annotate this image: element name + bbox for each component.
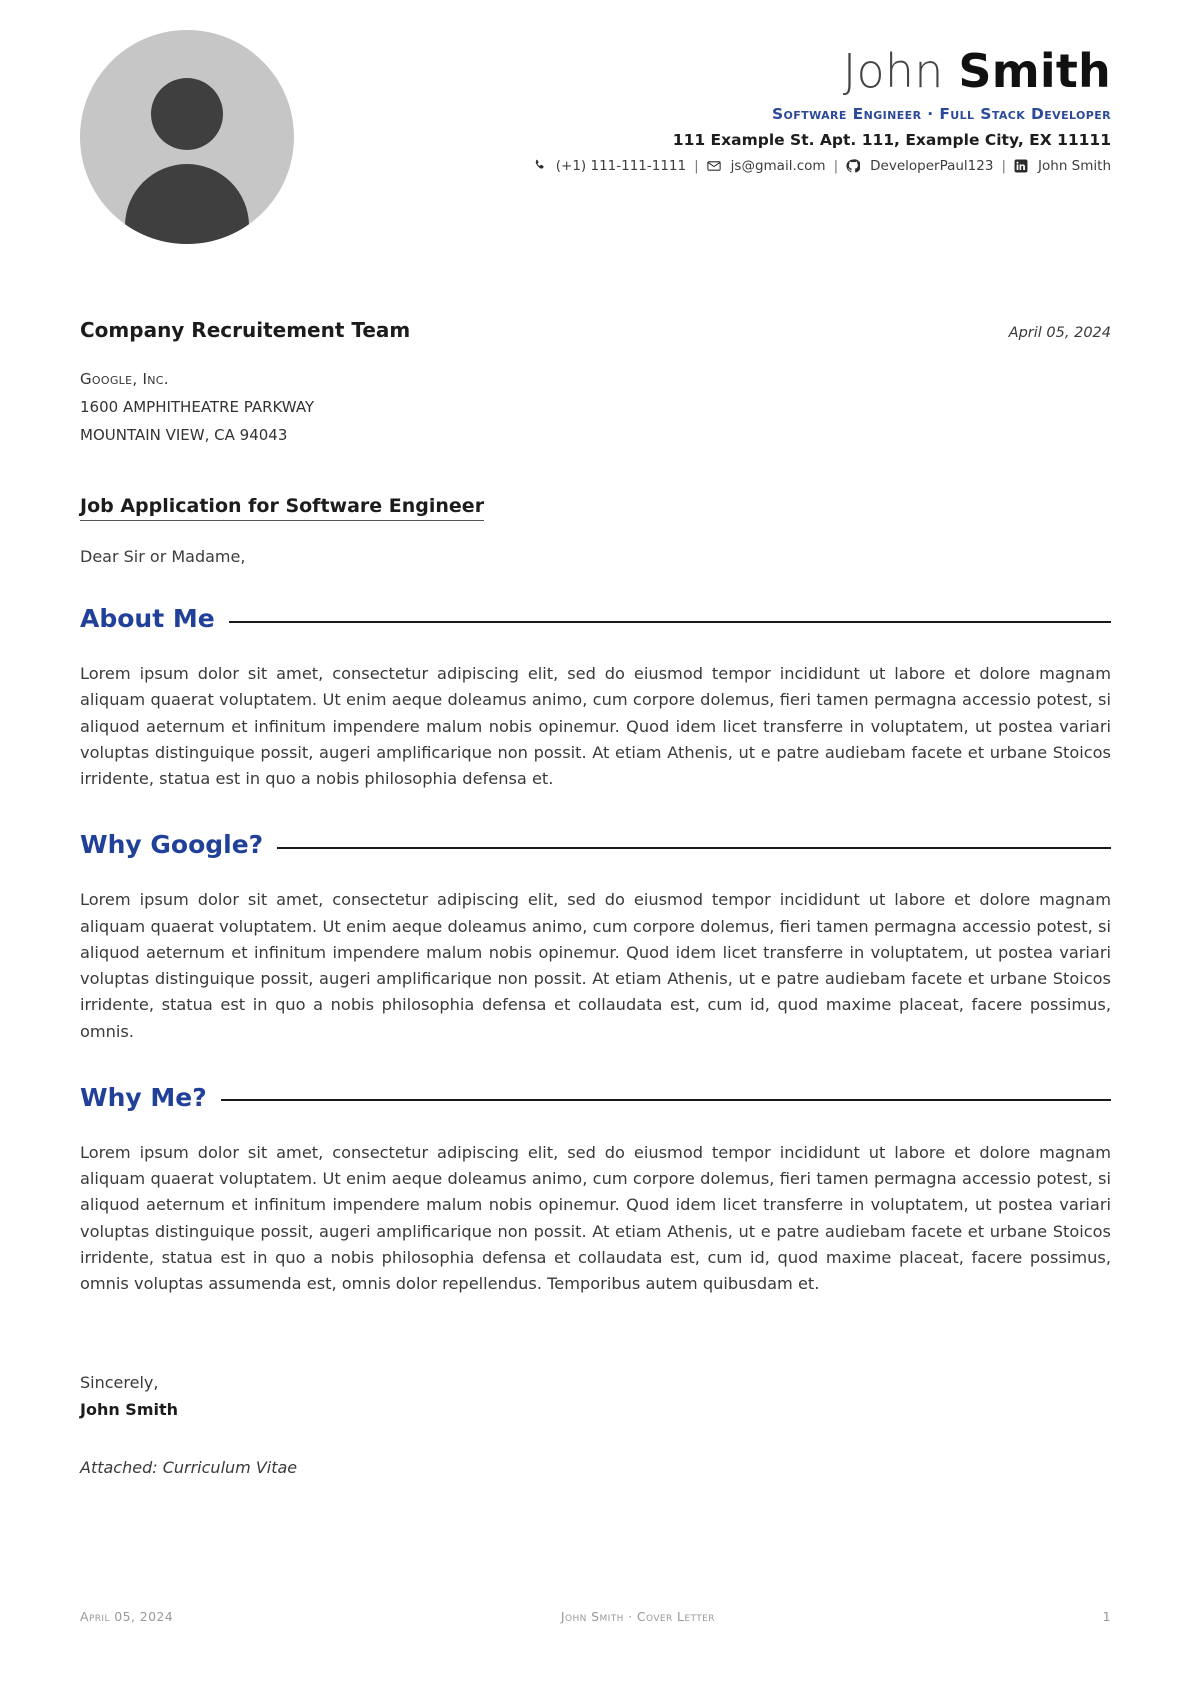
company-city: MOUNTAIN VIEW, CA 94043 xyxy=(80,425,288,444)
attachment-note: Attached: Curriculum Vitae xyxy=(80,1457,298,1477)
linkedin-value[interactable]: John Smith xyxy=(1038,157,1111,174)
section-body: Lorem ipsum dolor sit amet, consectetur adipiscing elit, sed do eiusmod tempor incididunt ut labore et dolore magnam aliquam quaerat voluptatem. Ut enim aeque doleamus animo, cum corpore dolemus, fieri tamen permagna accessio potest, si aliquod aeternum et infinitum impendere malum nobis opinemur. Quod idem licet transferre in voluptatem, ut postea variari voluptas distinguique possit, augeri amplificarique non possit. At etiam Athenis, ut e patre audiebam facete et urbane Stoicos irridente, statua est in quo a nobis philosophia defensa et collaudata est, cum id, quod maxime placeat, facere possimus, omnis voluptas assumenda est, omnis dolor repellendus. Temporibus autem quibusdam et. xyxy=(80,1142,1111,1293)
footer-date: April 05, 2024 xyxy=(80,1609,174,1624)
section-rule xyxy=(221,1099,1111,1101)
section-header xyxy=(80,1083,1111,1112)
section-header xyxy=(80,604,1111,633)
github-value[interactable]: DeveloperPaul123 xyxy=(870,157,994,174)
recipient-name: Company Recruitement Team xyxy=(80,318,411,342)
phone-value[interactable]: (+1) 111-111-1111 xyxy=(555,157,687,174)
section-rule xyxy=(277,847,1111,849)
company-street: 1600 AMPHITHEATRE PARKWAY xyxy=(80,397,315,416)
section-why-company xyxy=(80,830,1111,1044)
contact-separator-2: | xyxy=(833,157,839,174)
footer-title: John Smith · Cover Letter xyxy=(560,1609,715,1624)
github-icon xyxy=(846,159,860,173)
section-body: Lorem ipsum dolor sit amet, consectetur adipiscing elit, sed do eiusmod tempor incididunt ut labore et dolore magnam aliquam quaerat voluptatem. Ut enim aeque doleamus animo, cum corpore dolemus, fieri tamen permagna accessio potest, si aliquod aeternum et infinitum impendere malum nobis opinemur. Quod idem licet transferre in voluptatem, ut postea variari voluptas distinguique possit, augeri amplificarique non possit. At etiam Athenis, ut e patre audiebam facete et urbane Stoicos irridente, statua est in quo a nobis philosophia defensa et collaudata est, cum id, quod maxime placeat, facere possimus, omnis. xyxy=(80,890,1111,1041)
last-name: Smith xyxy=(958,44,1111,98)
avatar xyxy=(80,30,294,244)
contact-line xyxy=(294,158,1111,174)
section-title: About Me xyxy=(80,604,215,634)
letter-subject: Job Application for Software Engineer xyxy=(80,495,484,521)
closing-word: Sincerely, xyxy=(80,1373,159,1393)
linkedin-icon xyxy=(1014,159,1028,173)
avatar-head-icon xyxy=(151,78,223,150)
avatar-wrapper xyxy=(80,30,294,244)
section-about-me xyxy=(80,604,1111,792)
company-name: Google, Inc. xyxy=(80,370,169,388)
subject-wrapper xyxy=(80,449,1111,521)
section-header xyxy=(80,830,1111,859)
company-address-block xyxy=(80,366,1111,449)
section-why-me xyxy=(80,1083,1111,1297)
closing-block xyxy=(80,1369,1111,1423)
phone-icon xyxy=(533,159,546,172)
section-rule xyxy=(229,621,1111,623)
contact-separator-3: | xyxy=(1001,157,1007,174)
letter-date: April 05, 2024 xyxy=(1008,325,1111,341)
identity-block xyxy=(294,30,1111,174)
personal-address: 111 Example St. Apt. 111, Example City, EX 11111 xyxy=(672,130,1111,149)
email-icon xyxy=(707,159,721,173)
document-header xyxy=(80,30,1111,270)
first-name: John xyxy=(842,44,944,98)
page-footer xyxy=(80,1609,1111,1624)
contact-separator-1: | xyxy=(694,157,699,174)
section-title: Why Me? xyxy=(80,1082,207,1112)
salutation: Dear Sir or Madame, xyxy=(80,547,246,567)
recipient-row xyxy=(80,318,1111,342)
section-title: Why Google? xyxy=(80,830,264,860)
professional-subtitle: Software Engineer · Full Stack Developer xyxy=(771,104,1111,123)
email-value[interactable]: js@gmail.com xyxy=(730,157,826,174)
page-title xyxy=(294,44,1111,98)
footer-page-number: 1 xyxy=(1102,1609,1111,1624)
avatar-body-icon xyxy=(125,164,249,244)
section-body: Lorem ipsum dolor sit amet, consectetur adipiscing elit, sed do eiusmod tempor incididunt ut labore et dolore magnam aliquam quaerat voluptatem. Ut enim aeque doleamus animo, cum corpore dolemus, fieri tamen permagna accessio potest, si aliquod aeternum et infinitum impendere malum nobis opinemur. Quod idem licet transferre in voluptatem, ut postea variari voluptas distinguique possit, augeri amplificarique non possit. At etiam Athenis, ut e patre audiebam facete et urbane Stoicos irridente, statua est in quo a nobis philosophia defensa et. xyxy=(80,664,1111,789)
signer-name: John Smith xyxy=(80,1400,179,1420)
